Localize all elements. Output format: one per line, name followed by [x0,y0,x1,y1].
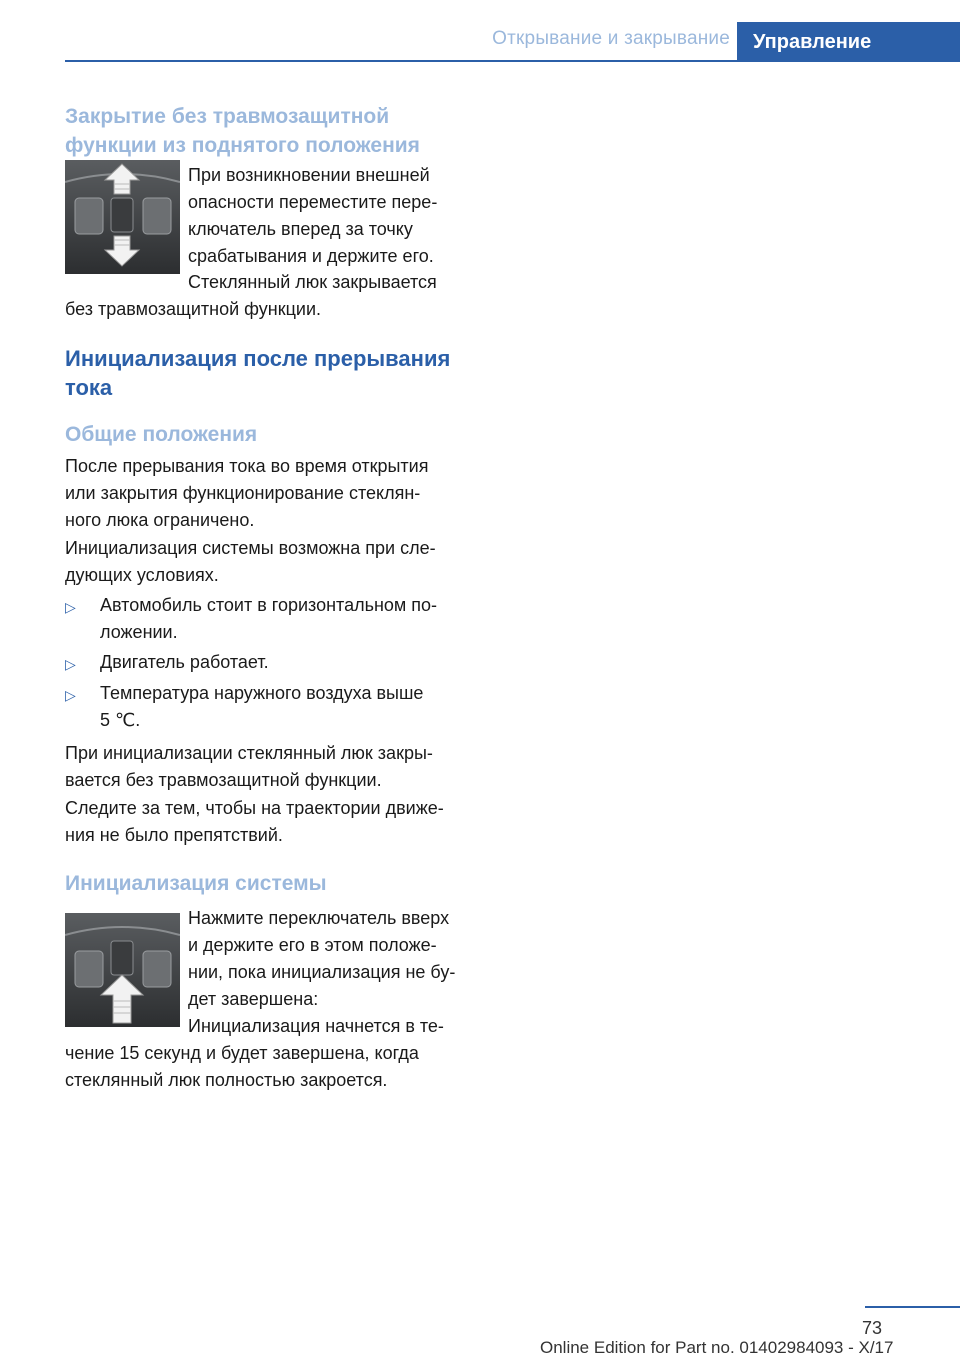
text-line: вается без травмозащитной функции. [65,770,382,790]
switch-forward-illustration [65,160,180,274]
section-title-init-after-power [65,344,450,402]
text-line: После прерывания тока во время открытия [65,456,429,476]
general-paragraph-2 [65,535,436,589]
text-line: ния не было препятствий. [65,825,283,845]
close-no-protection-text [188,162,437,270]
footer-edition: Online Edition for Part no. 01402984093 - X/17 [540,1338,894,1357]
switch-up-illustration [65,913,180,1027]
paragraph-line: Стеклянный люк закрывается [188,272,437,292]
bullet-triangle-icon: ▷ [65,599,76,615]
section-title-close-no-protection [65,102,420,160]
text-line: дет завершена: [188,989,319,1009]
title-line: Инициализация после прерывания [65,346,451,371]
text-line: и держите его в этом положе‐ [188,935,437,955]
footer-rule [865,1306,960,1308]
page-number: 73 [862,1318,883,1338]
text-line: При возникновении внешней [188,165,430,185]
bullet-item [100,680,423,734]
text-line: 5 ℃. [100,710,141,730]
header-rule [65,60,960,62]
paragraph-line: чение 15 секунд и будет завершена, когда [65,1043,419,1063]
general-paragraph-3 [65,740,433,794]
general-paragraph-4 [65,795,444,849]
title-line: Закрытие без травмозащитной [65,105,390,128]
bullet-item [100,649,269,676]
text-line: срабатывания и держите его. [188,246,434,266]
text-line: Двигатель работает. [100,652,269,672]
title-line: функции из поднятого положения [65,134,420,157]
system-init-text [188,905,455,1013]
general-paragraph-1 [65,453,428,534]
text-line: Следите за тем, чтобы на траектории движе‐ [65,798,444,818]
text-line: ного люка ограничено. [65,510,255,530]
text-line: ложении. [100,622,178,642]
bullet-triangle-icon: ▷ [65,687,76,703]
text-line: дующих условиях. [65,565,219,585]
text-line: ключатель вперед за точку [188,219,413,239]
paragraph-line: без травмозащитной функции. [65,299,322,319]
header-section-title: Открывание и закрывание [492,28,730,49]
paragraph-line: Инициализация начнется в те‐ [188,1016,444,1036]
text-line: Инициализация системы возможна при сле‐ [65,538,436,558]
title-line: тока [65,375,113,400]
text-line: Автомобиль стоит в горизонтальном по‐ [100,595,438,615]
paragraph-line: стеклянный люк полностью закроется. [65,1070,388,1090]
text-line: При инициализации стеклянный люк закры‐ [65,743,433,763]
header-chapter-tab: Управление [737,22,960,62]
bullet-item [100,592,437,646]
text-line: Нажмите переключатель вверх [188,908,450,928]
text-line: Температура наружного воздуха выше [100,683,424,703]
text-line: нии, пока инициализация не бу‐ [188,962,456,982]
subsection-title-system-init: Инициализация системы [65,872,327,895]
bullet-triangle-icon: ▷ [65,656,76,672]
subsection-title-general: Общие положения [65,423,258,446]
text-line: опасности переместите пере‐ [188,192,438,212]
text-line: или закрытия функционирование стеклян‐ [65,483,421,503]
